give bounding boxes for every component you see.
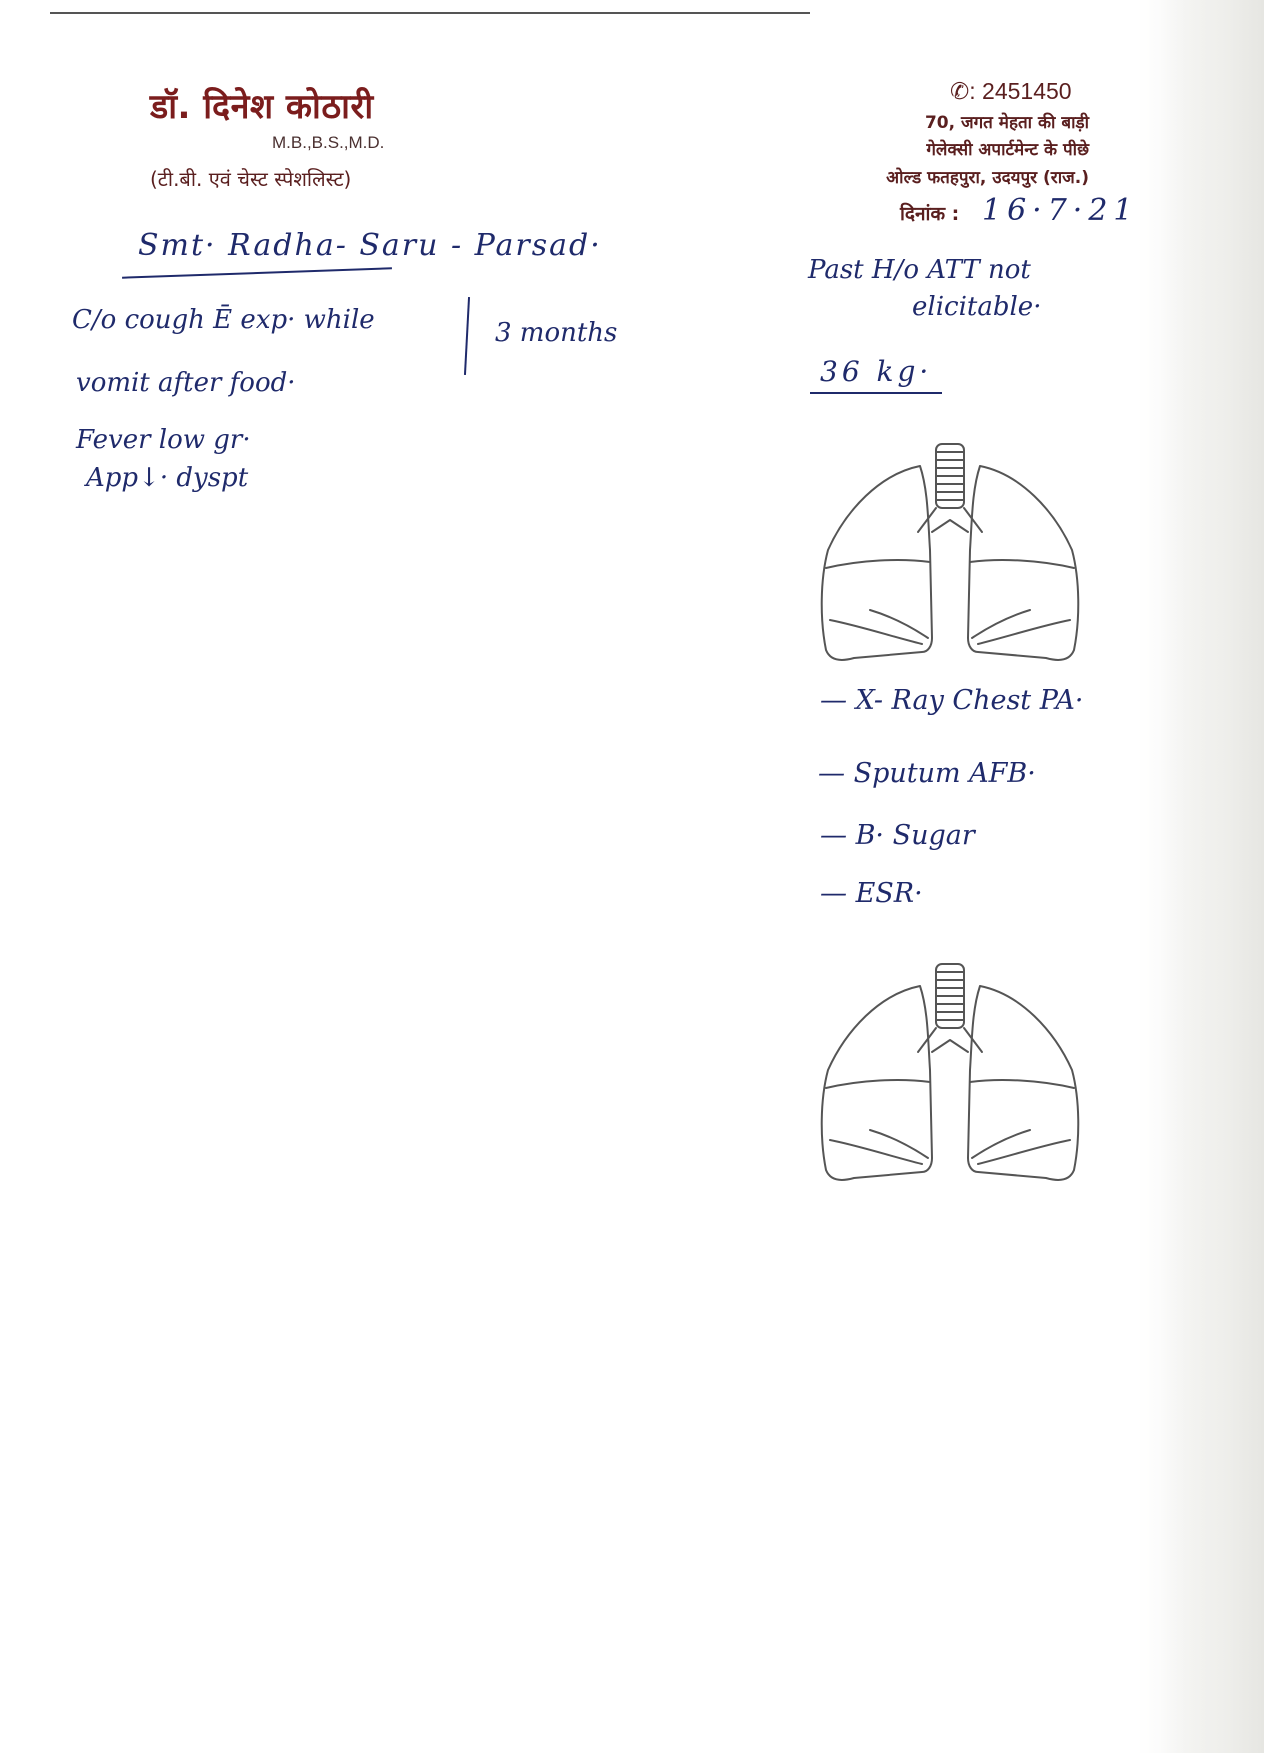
investigation-item: — ESR· bbox=[820, 878, 923, 909]
lungs-diagram-icon bbox=[810, 440, 1090, 670]
phone-number: ✆: 2451450 bbox=[950, 78, 1072, 104]
patient-name: Smt· Radha- Saru - Parsad· bbox=[138, 228, 602, 263]
investigation-item: — X- Ray Chest PA· bbox=[820, 685, 1084, 716]
doctor-name: डॉ. दिनेश कोठारी bbox=[150, 87, 374, 127]
date-label: दिनांक : bbox=[900, 203, 960, 225]
address-line-3: ओल्ड फतहपुरा, उदयपुर (राज.) bbox=[886, 168, 1089, 188]
past-history-line-2: elicitable· bbox=[912, 292, 1042, 322]
complaint-line: App↓· dyspt bbox=[86, 463, 249, 493]
investigation-item: — B· Sugar bbox=[820, 820, 975, 851]
past-history-line-1: Past H/o ATT not bbox=[808, 255, 1031, 285]
weight-underline bbox=[810, 392, 942, 394]
patient-name-underline bbox=[122, 267, 392, 278]
complaint-line: C/o cough Ē exp· while bbox=[72, 305, 375, 335]
complaint-duration: 3 months bbox=[495, 318, 618, 348]
doctor-degrees: M.B.,B.S.,M.D. bbox=[272, 133, 385, 152]
investigation-item: — Sputum AFB· bbox=[818, 758, 1036, 789]
duration-bracket bbox=[464, 297, 470, 375]
patient-weight: 36 kg· bbox=[820, 355, 933, 388]
handwritten-date: 16·7·21 bbox=[982, 193, 1139, 228]
lungs-diagram-icon bbox=[810, 960, 1090, 1190]
doctor-specialty: (टी.बी. एवं चेस्ट स्पेशलिस्ट) bbox=[150, 167, 352, 191]
address-line-1: 70, जगत मेहता की बाड़ी bbox=[924, 113, 1089, 133]
address-line-2: गेलेक्सी अपार्टमेन्ट के पीछे bbox=[926, 140, 1089, 160]
page-edge-shadow bbox=[1160, 0, 1264, 1753]
top-border-line bbox=[50, 12, 810, 14]
complaint-line: vomit after food· bbox=[76, 368, 296, 398]
complaint-line: Fever low gr· bbox=[76, 425, 251, 455]
